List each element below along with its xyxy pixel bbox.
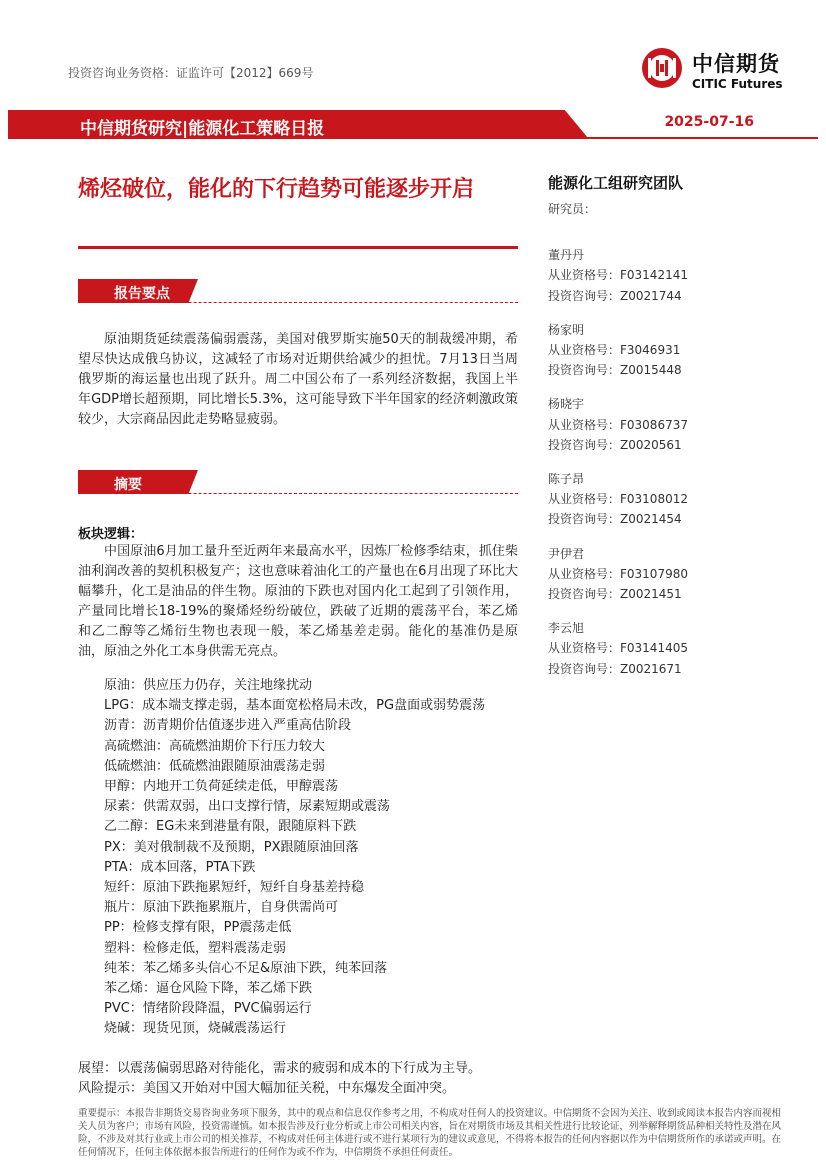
section-header-label: 报告要点	[114, 286, 170, 302]
list-item: 甲醇：内地开工负荷延续走低，甲醇震荡	[104, 779, 339, 795]
sector-logic-label: 板块逻辑：	[78, 527, 144, 542]
section-header-label: 摘要	[114, 477, 142, 493]
researcher-practice-id: 从业资格号：F3046931	[548, 343, 681, 358]
license-text: 投资咨询业务资格：证监许可【2012】669号	[68, 66, 314, 80]
researcher-entry	[548, 469, 808, 530]
disclaimer-text: 重要提示：本报告非期货交易咨询业务项下服务，其中的观点和信息仅作参考之用，不构成对任何人的投资建议。中信期货不会因为关注、收到或阅读本报告内容而视相关人员为客户；市场有风险，投资需谨慎。如本报告涉及行业分析或上市公司相关内容，旨在对期货市场及其相关性进行比较论证，列举解释期货品种相关特性及潜在风险，不涉及对其行业或上市公司的相关推荐，不构成对任何主体进行或不进行某项行为的建议或意见，不得将本报告的任何内容据以作为中信期货所作的承诺或声明。在任何情况下，任何主体依据本报告所进行的任何作为或不作为，中信期货不承担任何责任。	[78, 1108, 782, 1158]
page-title: 烯烃破位，能化的下行趋势可能逐步开启	[78, 177, 475, 202]
list-item: PX：美对俄制裁不及预期，PX跟随原油回落	[104, 839, 359, 855]
researcher-consult-id: 投资咨询号：Z0021744	[548, 288, 682, 303]
list-item: 高硫燃油：高硫燃油期价下行压力较大	[104, 738, 326, 754]
list-item: 塑料：检修走低，塑料震荡走弱	[104, 940, 287, 956]
researcher-name: 李云旭	[548, 621, 585, 636]
list-item: PTA：成本回落，PTA下跌	[104, 859, 256, 875]
section-header-report-points	[78, 279, 518, 305]
researcher-practice-id: 从业资格号：F03142141	[548, 268, 688, 283]
list-item: LPG：成本端支撑走弱，基本面宽松格局未改，PG盘面或弱势震荡	[104, 698, 486, 714]
section-header-summary	[78, 470, 518, 496]
list-item: 乙二醇：EG未来到港量有限，跟随原料下跌	[104, 819, 357, 835]
list-item: 苯乙烯：逼仓风险下降，苯乙烯下跌	[104, 981, 313, 997]
list-item: 沥青：沥青期价估值逐步进入严重高估阶段	[104, 718, 352, 734]
logo-english-name: CITIC Futures	[692, 77, 783, 91]
list-item: 低硫燃油：低硫燃油跟随原油震荡走弱	[104, 758, 326, 774]
banner-title: 中信期货研究|能源化工策略日报	[80, 119, 325, 139]
researcher-entry	[548, 544, 808, 605]
list-item: 原油：供应压力仍存，关注地缘扰动	[104, 678, 313, 693]
report-date: 2025-07-16	[664, 114, 754, 130]
logo-chinese-name: 中信期货	[692, 52, 780, 76]
sector-logic-text: 中国原油6月加工量升至近两年来最高水平，因炼厂检修季结束，抓住柴油利润改善的契机积极复产；这也意味着油化工的产量也在6月出现了环比大幅攀升，化工是油品的伴生物。原油的下跌也对国内化工起到了引领作用，产量同比增长18-19%的聚烯烃纷纷破位，跌破了近期的震荡平台，苯乙烯和乙二醇等乙烯衍生物也表现一般，苯乙烯基差走弱。能化的基准仍是原油，原油之外化工本身供需无亮点。	[78, 544, 518, 659]
risk-warning-text: 风险提示：美国又开始对中国大幅加征关税，中东爆发全面冲突。	[78, 1081, 456, 1096]
researcher-entry	[548, 618, 808, 679]
title-divider	[78, 246, 518, 249]
researcher-practice-id: 从业资格号：F03107980	[548, 566, 688, 581]
product-outlook-list	[104, 676, 524, 1040]
researcher-consult-id: 投资咨询号：Z0021671	[548, 661, 682, 676]
researcher-practice-id: 从业资格号：F03086737	[548, 417, 688, 432]
researcher-consult-id: 投资咨询号：Z0020561	[548, 437, 682, 452]
team-title: 能源化工组研究团队	[548, 174, 684, 192]
section-dashed-rule	[78, 302, 518, 303]
list-item: PP：检修支撑有限，PP震荡走低	[104, 920, 292, 936]
researcher-name: 杨家明	[548, 322, 585, 337]
list-item: 尿素：供需双弱，出口支撑行情，尿素短期或震荡	[104, 799, 391, 815]
researcher-name: 陈子昂	[548, 472, 585, 487]
citic-logo-icon	[640, 46, 684, 90]
company-logo	[640, 44, 810, 100]
researcher-practice-id: 从业资格号：F03141405	[548, 641, 688, 656]
researcher-entry	[548, 245, 808, 306]
researcher-practice-id: 从业资格号：F03108012	[548, 492, 688, 507]
researcher-entry	[548, 320, 808, 381]
report-banner	[8, 108, 818, 140]
researcher-label: 研究员：	[548, 202, 597, 216]
list-item: 瓶片：原油下跌拖累瓶片，自身供需尚可	[104, 900, 339, 916]
researcher-name: 尹伊君	[548, 546, 585, 561]
research-team-sidebar	[548, 172, 808, 679]
researcher-consult-id: 投资咨询号：Z0015448	[548, 363, 682, 378]
researcher-name: 董丹丹	[548, 248, 585, 263]
list-item: 纯苯：苯乙烯多头信心不足&原油下跌，纯苯回落	[104, 960, 388, 976]
list-item: PVC：情绪阶段降温，PVC偏弱运行	[104, 1001, 312, 1017]
section-dashed-rule	[78, 493, 518, 494]
outlook-text: 展望：以震荡偏弱思路对待能化，需求的疲弱和成本的下行成为主导。	[78, 1061, 482, 1076]
researcher-consult-id: 投资咨询号：Z0021451	[548, 587, 682, 602]
researcher-entry	[548, 394, 808, 455]
researcher-consult-id: 投资咨询号：Z0021454	[548, 512, 682, 527]
list-item: 短纤：原油下跌拖累短纤，短纤自身基差持稳	[104, 880, 365, 896]
researcher-name: 杨晓宇	[548, 397, 585, 412]
report-points-text: 原油期货延续震荡偏弱震荡，美国对俄罗斯实施50天的制裁缓冲期，希望尽快达成俄乌协议，这减轻了市场对近期供给减少的担忧。7月13日当周俄罗斯的海运量也出现了跃升。周二中国公布了一系列经济数据，我国上半年GDP增长超预期，同比增长5.3%，这可能导致下半年国家的经济刺激政策较少，大宗商品因此走势略显疲弱。	[78, 332, 518, 427]
list-item: 烧碱：现货见顶，烧碱震荡运行	[104, 1021, 287, 1037]
